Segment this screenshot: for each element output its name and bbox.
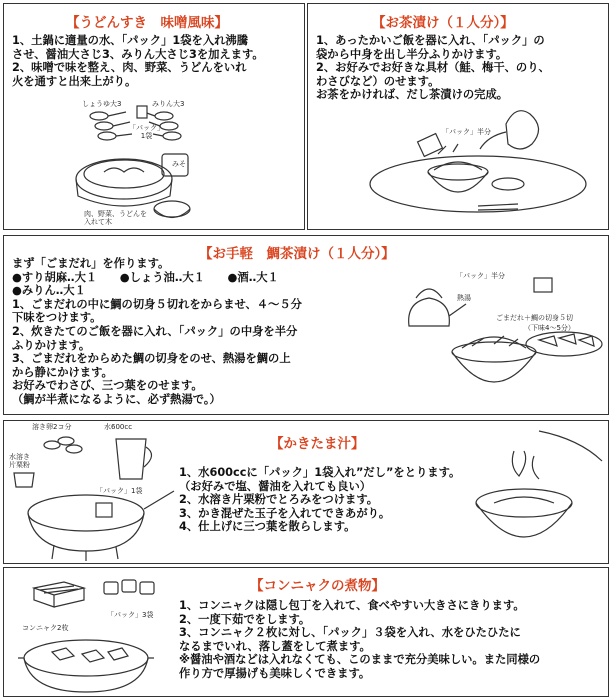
tai-chazuke-illustration: [4, 236, 609, 415]
udon-pot-illustration: [4, 4, 305, 230]
pack-three-label: 「パック」3袋: [107, 611, 154, 619]
pack-half-label: 「パック」半分: [442, 128, 491, 136]
konnyaku-illustration: [4, 568, 609, 697]
ochazuke-title: 【お茶漬け（１人分）】: [372, 15, 514, 31]
pack-label: 「パック」1袋: [96, 487, 143, 495]
ochazuke-instructions: 1、あったかいご飯を器に入れ、「パック」の 袋から中身を出し半分ふりかけます。 2、お好みでお好きな具材（鮭、梅干、のり、 わさびなど）のせます。 お茶をかければ、だし茶漬けの完成。: [316, 34, 550, 102]
pack-label: 「パック」 1袋: [129, 124, 164, 140]
kakitama-title: 【かきたま汁】: [270, 436, 365, 452]
hot-water-label: 熱湯: [457, 294, 471, 302]
tai-chazuke-section: [3, 235, 609, 415]
ochazuke-bowl-illustration: [308, 4, 609, 230]
marinate-time-label: （下味4～5分）: [524, 324, 575, 332]
udon-suki-section: [3, 3, 305, 230]
miso-label: みそ: [172, 160, 186, 168]
ingredients-label: 肉、野菜、うどんを 入れて木: [84, 210, 147, 226]
konnyaku-count-label: コンニャク2枚: [22, 624, 69, 632]
udon-suki-title: 【うどんすき 味噌風味】: [66, 15, 228, 31]
konnyaku-title: 【コンニャクの煮物】: [250, 578, 385, 594]
soy-sauce-label: しょうゆ大3: [82, 100, 122, 108]
tai-chazuke-title: 【お手軽 鯛茶漬け（１人分）】: [199, 246, 395, 262]
pack-half-label: 「パック」半分: [456, 272, 505, 280]
beaten-eggs-label: 溶き卵2コ分: [32, 423, 72, 431]
kakitama-section: [3, 420, 609, 564]
udon-suki-instructions: 1、土鍋に適量の水、「パック」1袋を入れ沸騰 させ、醤油大さじ3、みりん大さじ3を加えます。 2、味噌で味を整え、肉、野菜、うどんをいれ 火を通すと出来上がり。: [12, 34, 264, 88]
tai-chazuke-instructions: まず「ごまだれ」を作ります。 ●すり胡麻‥大１ ●しょう油‥大１ ●酒‥大１ ●みりん‥大１ 1、ごまだれの中に鯛の切身５切れをからませ、４～５分 下味をつけます。 2、炊きたてのご飯を器に入れ、「パック」の中身を半分 ふりかけます。 3、ごまだれをからめた鯛の切身をのせ、熱湯を鯛の上 から静にかけます。 お好みでわさび、三つ葉をのせます。 （鯛が半煮になるように、必ず熱湯で。）: [12, 257, 302, 406]
water-label: 水600cc: [104, 423, 133, 431]
konnyaku-instructions: 1、コンニャクは隠し包丁を入れて、食べやすい大きさにきります。 2、一度下茹でをします。 3、コンニャク２枚に対し、「パック」３袋を入れ、水をひたひたに なるまでいれ、落し蓋をして煮ます。 ※醤油や酒などは入れなくても、このままで充分美味しい。また同様の 作り方で厚揚げも美味しくできます。: [179, 599, 541, 680]
kakitama-instructions: 1、水600ccに「パック」1袋入れ”だし”をとります。 （お好みで塩、醤油を入れても良い） 2、水溶き片栗粉でとろみをつけます。 3、かき混ぜた玉子を入れてできあがり。 4、仕上げに三つ葉を散らします。: [179, 466, 461, 534]
kakitama-illustration: [4, 421, 609, 564]
konnyaku-section: [3, 567, 609, 697]
mirin-label: みりん大3: [152, 100, 185, 108]
potato-starch-label: 水溶き 片栗粉: [9, 453, 30, 469]
ochazuke-section: [307, 3, 609, 230]
sesame-sauce-label: ごまだれ＋鯛の切身５切: [496, 314, 573, 322]
